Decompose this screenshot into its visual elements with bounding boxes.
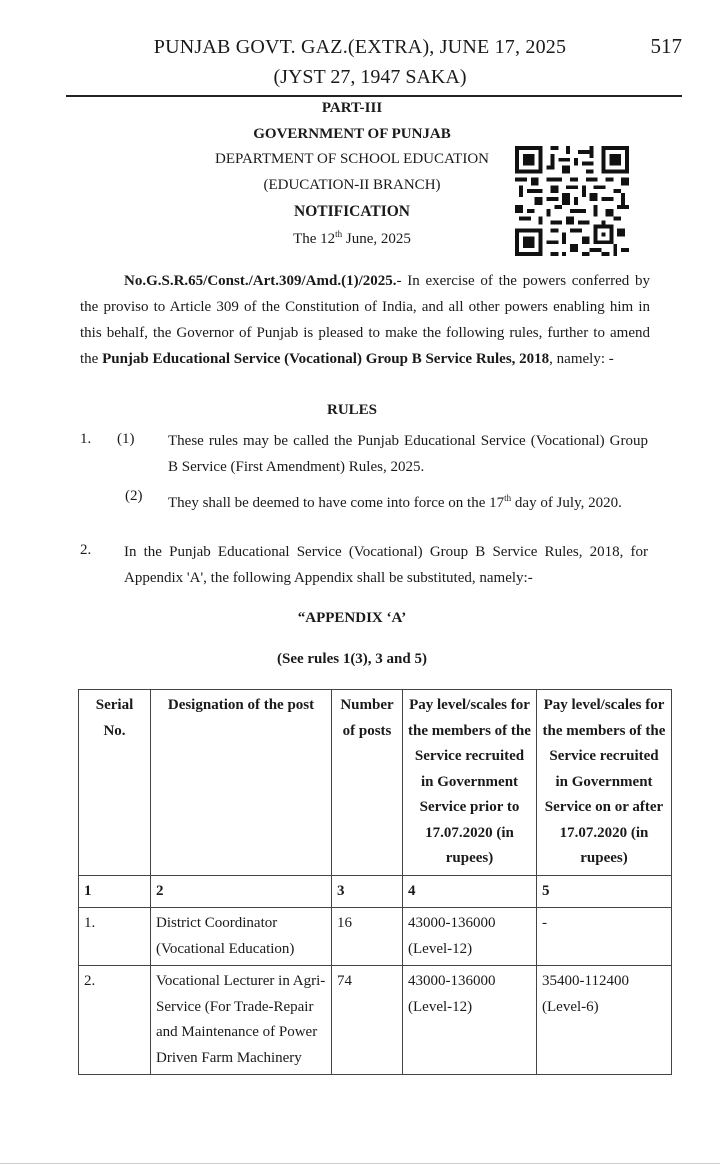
notification-body: No.G.S.R.65/Const./Art.309/Amd.(1)/2025.- In exercise of the powers conferred by the proviso to Article 309 of the Constitution of India, and all other powers enabling him in this behalf, the Governor of Punjab is pleased to make the following rules, further to amend the Punjab Educational Service (Vocational) Group B Service Rules, 2018, namely: - xyxy=(80,273,650,367)
header-serial: Serial No. xyxy=(79,690,151,876)
header-divider xyxy=(66,95,682,97)
designation-cell: Vocational Lecturer in Agri-Service (For Trade-Repair and Maintenance of Power Driven Farm Machinery xyxy=(151,966,332,1075)
pay-after-cell: 35400-112400 (Level-6) xyxy=(537,966,672,1075)
rule-2-text: In the Punjab Educational Service (Vocational) Group B Service Rules, 2018, for Appendix 'A', the following Appendix shall be substituted, namely:- xyxy=(124,544,648,586)
department-heading: DEPARTMENT OF SCHOOL EDUCATION xyxy=(215,151,489,167)
column-number: 1 xyxy=(79,875,151,908)
rules-heading: RULES xyxy=(326,402,378,418)
page-number: 517 xyxy=(650,34,682,58)
appendix-title: “APPENDIX ‘A’ xyxy=(297,610,407,626)
pay-after-cell: - xyxy=(537,908,672,966)
saka-date: (JYST 27, 1947 SAKA) xyxy=(273,66,467,88)
qr-code-icon xyxy=(514,146,630,256)
notification-date: The 12th June, 2025 xyxy=(293,229,411,247)
serial-cell: 2. xyxy=(79,966,151,1075)
page-bottom-edge xyxy=(0,1163,720,1164)
appendix-table xyxy=(78,689,672,1075)
pay-prior-cell: 43000-136000 (Level-12) xyxy=(403,908,537,966)
rule-1-1-number: (1) xyxy=(117,431,135,447)
see-rules-note: (See rules 1(3), 3 and 5) xyxy=(277,651,427,667)
government-heading: GOVERNMENT OF PUNJAB xyxy=(253,126,451,142)
header-pay-prior: Pay level/scales for the members of the Service recruited in Government Service prior to 17.07.2020 (in rupees) xyxy=(403,690,537,876)
gsr-number: No.G.S.R.65/Const./Art.309/Amd.(1)/2025. xyxy=(124,273,397,289)
table-row xyxy=(79,908,672,966)
header-designation: Designation of the post xyxy=(151,690,332,876)
part-heading: PART-III xyxy=(321,100,383,116)
header-posts: Number of posts xyxy=(332,690,403,876)
column-number: 4 xyxy=(403,875,537,908)
pay-prior-cell: 43000-136000 (Level-12) xyxy=(403,966,537,1075)
designation-cell: District Coordinator (Vocational Education) xyxy=(151,908,332,966)
posts-cell: 74 xyxy=(332,966,403,1075)
column-number-row xyxy=(79,875,672,908)
rule-1-number: 1. xyxy=(80,431,92,447)
column-number: 5 xyxy=(537,875,672,908)
header-pay-after: Pay level/scales for the members of the Service recruited in Government Service on or after 17.07.2020 (in rupees) xyxy=(537,690,672,876)
rule-1-2-text: They shall be deemed to have come into force on the 17th day of July, 2020. xyxy=(168,493,622,511)
branch-heading: (EDUCATION-II BRANCH) xyxy=(263,177,441,193)
gazette-header: PUNJAB GOVT. GAZ.(EXTRA), JUNE 17, 2025 xyxy=(153,36,567,58)
rule-1-1-text: These rules may be called the Punjab Educational Service (Vocational) Group B Service (First Amendment) Rules, 2025. xyxy=(168,433,648,475)
table-header-row xyxy=(79,690,672,876)
notification-heading: NOTIFICATION xyxy=(294,203,410,220)
rule-2-number: 2. xyxy=(80,542,92,558)
serial-cell: 1. xyxy=(79,908,151,966)
rule-1-2-number: (2) xyxy=(125,488,143,504)
rules-name: Punjab Educational Service (Vocational) Group B Service Rules, 2018 xyxy=(102,351,550,367)
posts-cell: 16 xyxy=(332,908,403,966)
table-row xyxy=(79,966,672,1075)
column-number: 2 xyxy=(151,875,332,908)
column-number: 3 xyxy=(332,875,403,908)
